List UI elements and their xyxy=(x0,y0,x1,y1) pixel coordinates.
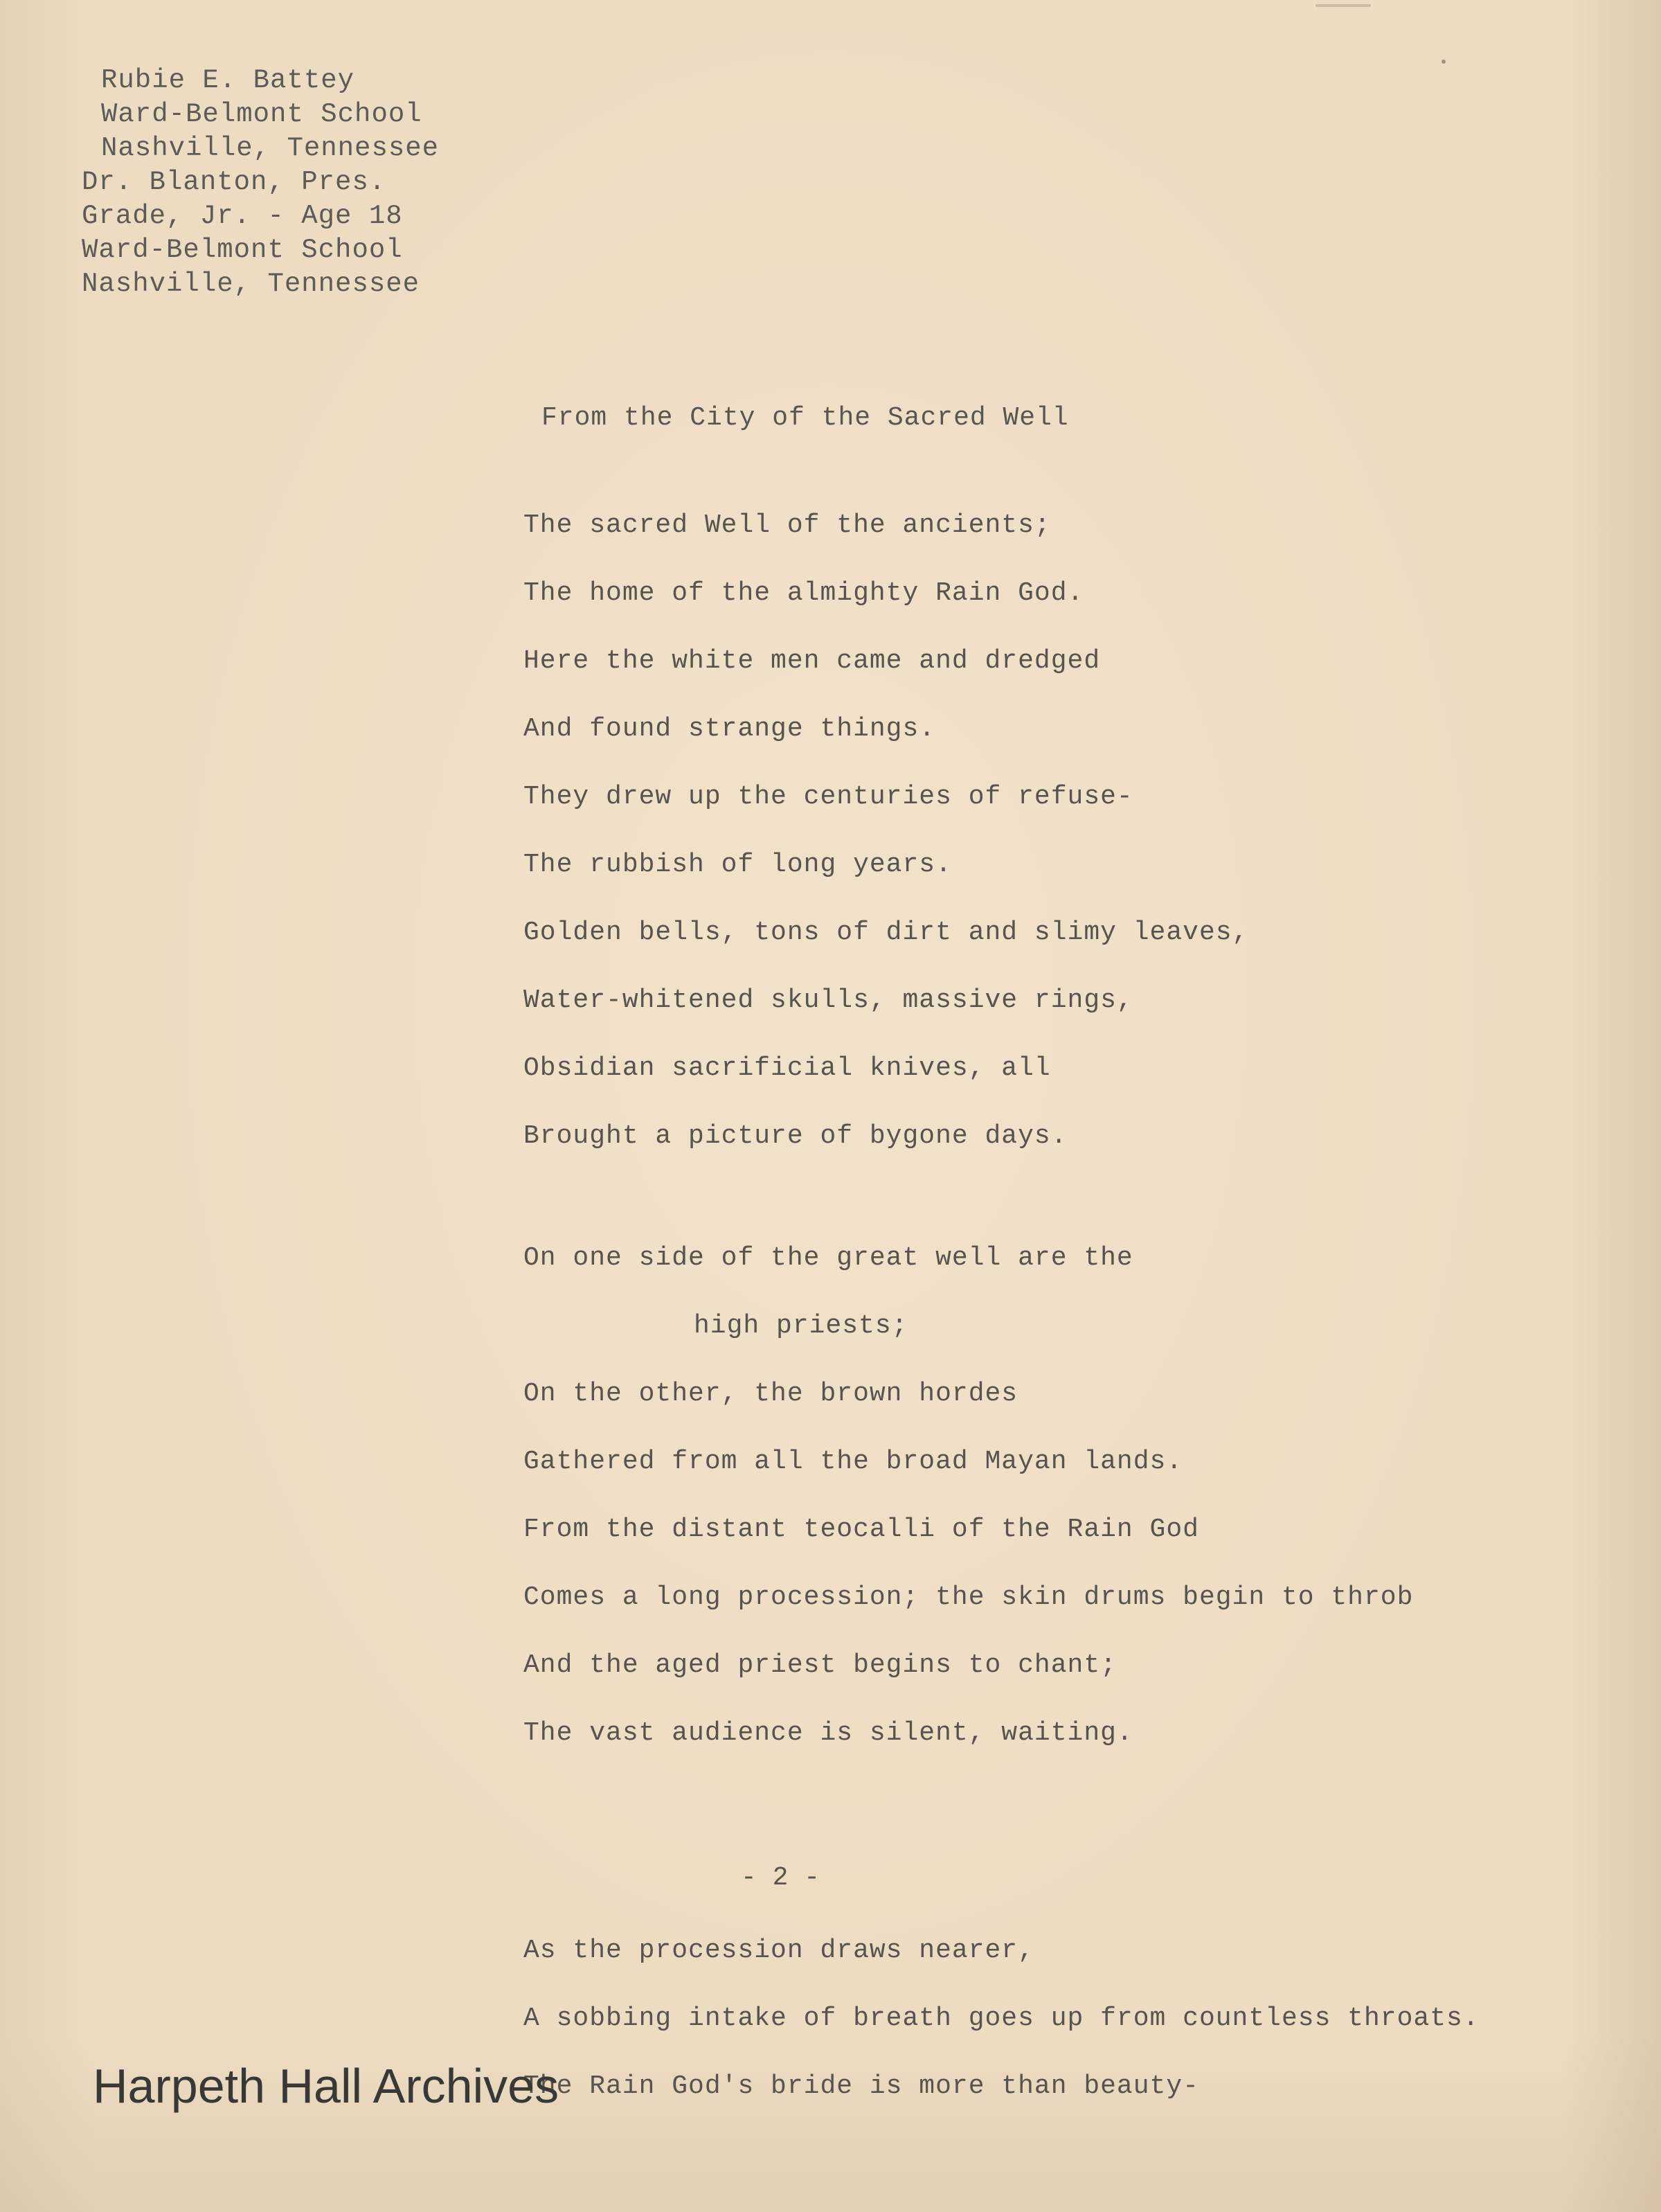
school-city: Nashville, Tennessee xyxy=(82,269,420,299)
author-city: Nashville, Tennessee xyxy=(101,133,440,163)
poem-line: On the other, the brown hordes xyxy=(523,1379,1018,1409)
poem-line: Gathered from all the broad Mayan lands. xyxy=(523,1447,1183,1477)
poem-line: A sobbing intake of breath goes up from countless throats. xyxy=(523,2004,1480,2033)
poem-line: As the procession draws nearer, xyxy=(523,1936,1034,1965)
poem-line: And found strange things. xyxy=(523,714,936,744)
poem-stanza-1 xyxy=(523,492,1248,1170)
poem-line: Brought a picture of bygone days. xyxy=(523,1121,1068,1151)
author-grade-age: Grade, Jr. - Age 18 xyxy=(82,201,403,231)
poem-line: Golden bells, tons of dirt and slimy leaves, xyxy=(523,918,1249,947)
poem-line: The home of the almighty Rain God. xyxy=(523,578,1084,608)
poem-line: The vast audience is silent, waiting. xyxy=(523,1718,1133,1748)
poem-line: Here the white men came and dredged xyxy=(523,646,1101,676)
author-school: Ward-Belmont School xyxy=(101,99,422,130)
poem-line: From the distant teocalli of the Rain God xyxy=(523,1515,1199,1544)
poem-line: They drew up the centuries of refuse- xyxy=(523,782,1133,812)
poem-line: The Rain God's bride is more than beauty- xyxy=(523,2071,1199,2101)
archive-watermark: Harpeth Hall Archives xyxy=(93,2059,559,2113)
poem-stanza-2 xyxy=(523,1224,1413,1767)
poem-line-continuation: high priests; xyxy=(694,1311,908,1341)
school-name: Ward-Belmont School xyxy=(82,235,403,265)
author-header xyxy=(82,64,439,301)
poem-line: The rubbish of long years. xyxy=(523,850,952,880)
author-name: Rubie E. Battey xyxy=(101,65,355,96)
paper-speck xyxy=(1442,60,1446,64)
poem-line: The sacred Well of the ancients; xyxy=(523,510,1051,540)
poem-title: From the City of the Sacred Well xyxy=(541,403,1069,433)
school-president: Dr. Blanton, Pres. xyxy=(82,167,386,197)
poem-line: And the aged priest begins to chant; xyxy=(523,1650,1117,1680)
page-number: - 2 - xyxy=(741,1863,820,1893)
poem-line: On one side of the great well are the xyxy=(523,1243,1133,1273)
poem-line: Obsidian sacrificial knives, all xyxy=(523,1053,1051,1083)
poem-stanza-3 xyxy=(523,1917,1480,2121)
poem-line: Comes a long procession; the skin drums begin to throb xyxy=(523,1582,1414,1612)
poem-line: Water-whitened skulls, massive rings, xyxy=(523,985,1133,1015)
paper-mark xyxy=(1316,4,1371,7)
